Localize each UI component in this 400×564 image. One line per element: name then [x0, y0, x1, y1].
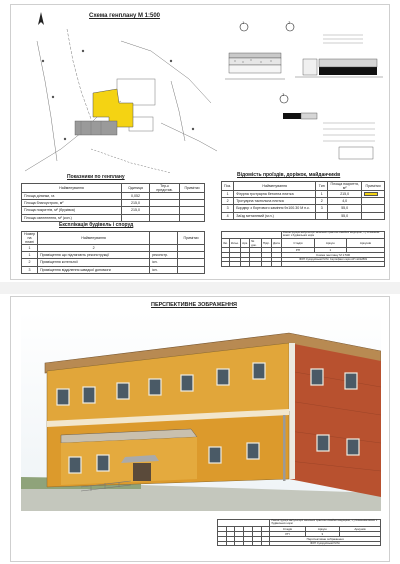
table-row: Площа покриттів, м² (бруківка) 215,0 — [22, 207, 205, 214]
table-row: 2 Тротуарна тактильна плитка 2 4,0 — [222, 198, 385, 205]
table-row: Площа озеленення, м² (кон.) — [22, 214, 205, 221]
indicators-title: Показники по генплану — [67, 174, 125, 180]
paved-area — [75, 121, 117, 135]
table-row: 3 Бордюр з бортового каміння 9х100.30 М п.к. 3 55,0 — [222, 205, 385, 212]
title-block: Реконструкція амбулаторії загальної практики сімейної медицини, з уточненням вимог з будівельних норм Стадія Аркуш Аркушів РП 3 Перспективне зображення ФОП Сухорукіський М.М. — [217, 519, 381, 559]
roads-title: Відомість проїздів, доріжок, майданчиків — [237, 172, 341, 178]
detail-callout-3: 3 — [279, 91, 289, 109]
table-row: 4 Заїзд металевий (м.п.) 55,0 — [222, 212, 385, 219]
curb-section-detail — [293, 29, 385, 85]
site-plan-title: Схема генплану М 1:500 — [89, 13, 161, 19]
table-row: 2 Приміщення котельної існ. — [22, 259, 205, 266]
perspective-sheet — [10, 296, 390, 562]
table-row: 3 Приміщення відділення швидкої допомоги існ. — [22, 266, 205, 273]
table-row: Площа ділянки, га 0,052 — [22, 193, 205, 200]
detail-callout-1: 1 — [239, 19, 249, 37]
building-rendering — [21, 311, 381, 511]
explication-title: Експлікація будівель і споруд — [59, 222, 134, 228]
pavement-section-detail — [221, 29, 291, 85]
site-plan-sheet — [10, 4, 390, 280]
explication-table: Номер на плані Найменування Примітки 1 2 1 Приміщення що підлягають реконструкції реконстр. 2 Приміщення котельної існ. 3 Приміщення відділення швидкої допомоги існ. — [21, 231, 205, 274]
table-row: 1 Приміщення що підлягають реконструкції реконстр. — [22, 252, 205, 259]
roads-table: Поз. Найменування Тип Площа покриття, м² Примітки 1 Фігурна тротуарна бетонна плитка 1 215,0 2 Тротуарна тактильна плитка 2 4,0 3 Бордюр з бортового каміння 9х100.30 М п.к. 3 55,0 4 Заїзд металевий (м.п.) 55,0 — [221, 181, 385, 220]
page-separator — [0, 282, 400, 294]
tactile-tile-detail — [279, 103, 383, 163]
site-plan-drawing — [21, 21, 221, 181]
perspective-title: ПЕРСПЕКТИВНЕ ЗОБРАЖЕННЯ — [151, 302, 237, 308]
north-arrow-icon — [33, 11, 49, 27]
detail-callout-2: 2 — [285, 19, 295, 37]
hatch-swatch — [364, 192, 378, 196]
indicators-table: Найменування Одиниця Тер-к представ. Примітки Площа ділянки, га 0,052 Площа благоустрою, м² 215,0 Площа покриттів, м² (бруківка) 215,0 Площа озеленення, м² (кон.) — [21, 183, 205, 222]
table-row: 1 Фігурна тротуарна бетонна плитка 1 215,0 — [222, 191, 385, 198]
title-block: Реконструкція амбулаторії загальної практики сімейної медицини, з уточненням вимог з будівельних норм Зм. Кільк. Арк. № док. Підп. Дата Стадія Аркуш Аркушів РП 1 Схема генплану М 1:500 ФОП Сухорукіський М.М. Сертифікат серія АР №012849 — [221, 231, 385, 277]
table-row: Площа благоустрою, м² 215,0 — [22, 200, 205, 207]
